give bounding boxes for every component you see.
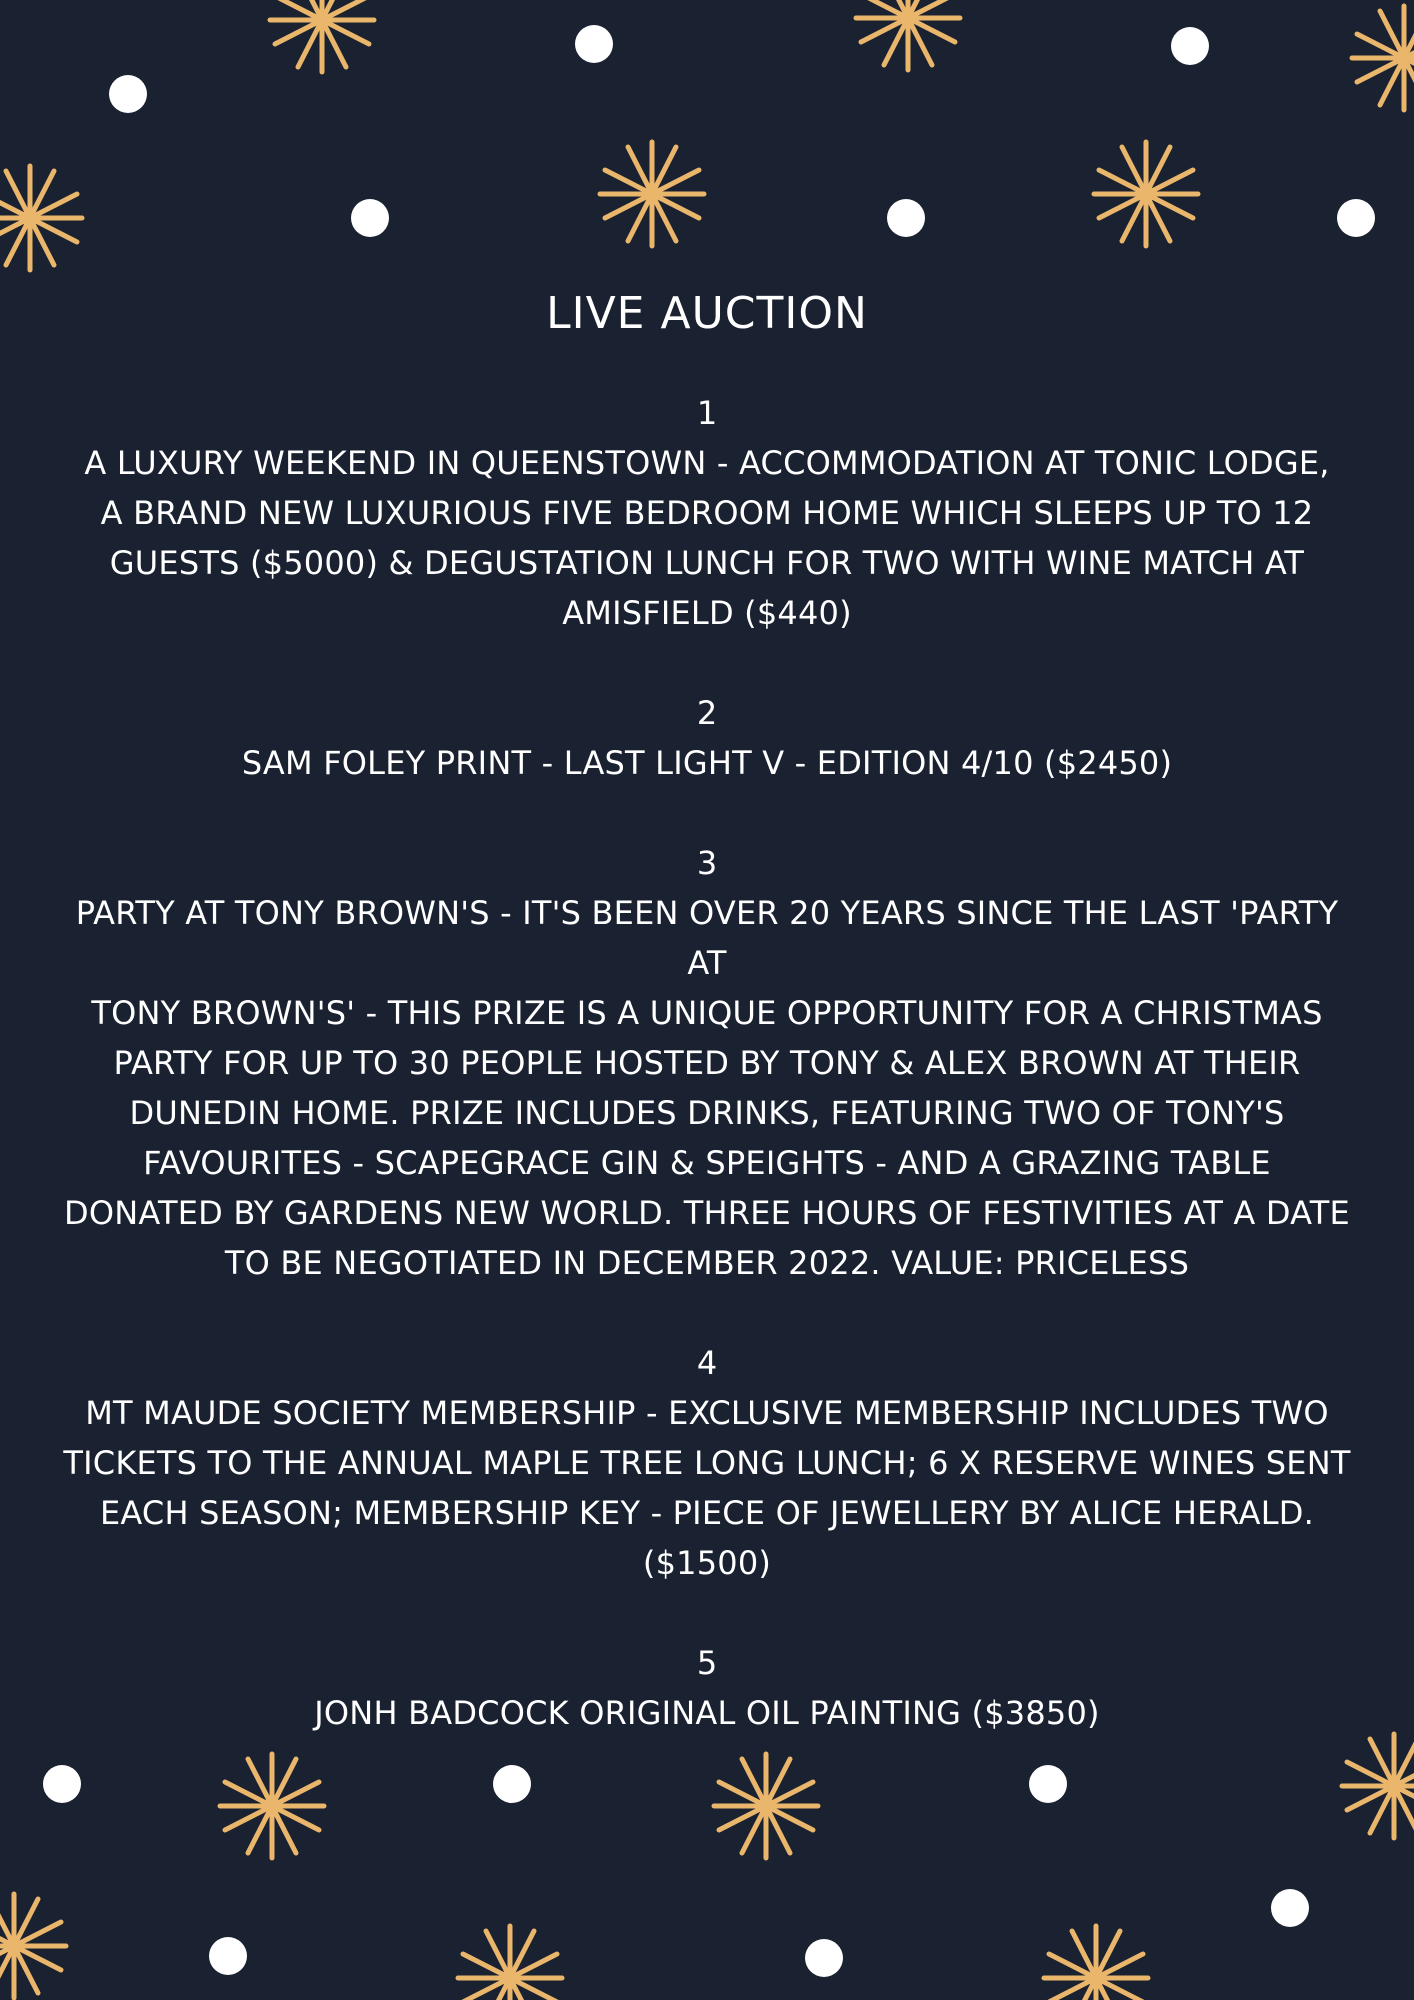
- white-dot-icon: [1029, 1765, 1067, 1803]
- white-dot-icon: [209, 1937, 247, 1975]
- asterisk-star-icon: [1094, 142, 1198, 246]
- item-number: 3: [696, 844, 718, 882]
- white-dot-icon: [493, 1765, 531, 1803]
- asterisk-star-icon: [600, 142, 704, 246]
- asterisk-star-icon: [0, 166, 82, 270]
- white-dot-icon: [351, 199, 389, 237]
- white-dot-icon: [109, 75, 147, 113]
- item-description: A LUXURY WEEKEND IN QUEENSTOWN - ACCOMMODATION AT TONIC LODGE, A BRAND NEW LUXURIOUS FIVE BEDROOM HOME WHICH SLEEPS UP TO 12 GUESTS ($5000) & DEGUSTATION LUNCH FOR TWO WITH WINE MATCH AT AMISFIELD ($440): [84, 444, 1330, 632]
- white-dot-icon: [43, 1765, 81, 1803]
- asterisk-star-icon: [1044, 1926, 1148, 2000]
- white-dot-icon: [1337, 199, 1375, 237]
- white-dot-icon: [805, 1939, 843, 1977]
- auction-item: [60, 1338, 1354, 1588]
- white-dot-icon: [1171, 27, 1209, 65]
- white-dot-icon: [887, 199, 925, 237]
- item-number: 5: [696, 1644, 718, 1682]
- item-number: 2: [696, 694, 718, 732]
- auction-content: [60, 280, 1354, 1738]
- item-description: JONH BADCOCK ORIGINAL OIL PAINTING ($3850): [314, 1694, 1100, 1732]
- auction-item: [60, 688, 1354, 788]
- asterisk-star-icon: [458, 1926, 562, 2000]
- page-title: LIVE AUCTION: [546, 288, 868, 339]
- asterisk-star-icon: [0, 1894, 66, 1998]
- item-description: MT MAUDE SOCIETY MEMBERSHIP - EXCLUSIVE MEMBERSHIP INCLUDES TWO TICKETS TO THE ANNUAL MAPLE TREE LONG LUNCH; 6 X RESERVE WINES SENT EACH SEASON; MEMBERSHIP KEY - PIECE OF JEWELLERY BY ALICE HERALD. ($1500): [63, 1394, 1351, 1582]
- asterisk-star-icon: [856, 0, 960, 70]
- asterisk-star-icon: [714, 1754, 818, 1858]
- white-dot-icon: [1271, 1889, 1309, 1927]
- auction-item: [60, 388, 1354, 638]
- auction-item: [60, 838, 1354, 1288]
- asterisk-star-icon: [270, 0, 374, 72]
- white-dot-icon: [575, 25, 613, 63]
- item-number: 1: [696, 394, 718, 432]
- item-description: PARTY AT TONY BROWN'S - IT'S BEEN OVER 20 YEARS SINCE THE LAST 'PARTY AT TONY BROWN'S' - THIS PRIZE IS A UNIQUE OPPORTUNITY FOR A CHRISTMAS PARTY FOR UP TO 30 PEOPLE HOSTED BY TONY & ALEX BROWN AT THEIR DUNEDIN HOME. PRIZE INCLUDES DRINKS, FEATURING TWO OF TONY'S FAVOURITES - SCAPEGRACE GIN & SPEIGHTS - AND A GRAZING TABLE DONATED BY GARDENS NEW WORLD. THREE HOURS OF FESTIVITIES AT A DATE TO BE NEGOTIATED IN DECEMBER 2022. VALUE: PRICELESS: [64, 894, 1350, 1282]
- item-description: SAM FOLEY PRINT - LAST LIGHT V - EDITION 4/10 ($2450): [241, 744, 1173, 782]
- auction-item: [60, 1638, 1354, 1738]
- asterisk-star-icon: [1352, 6, 1414, 110]
- item-number: 4: [696, 1344, 718, 1382]
- asterisk-star-icon: [220, 1754, 324, 1858]
- asterisk-star-icon: [1342, 1734, 1414, 1838]
